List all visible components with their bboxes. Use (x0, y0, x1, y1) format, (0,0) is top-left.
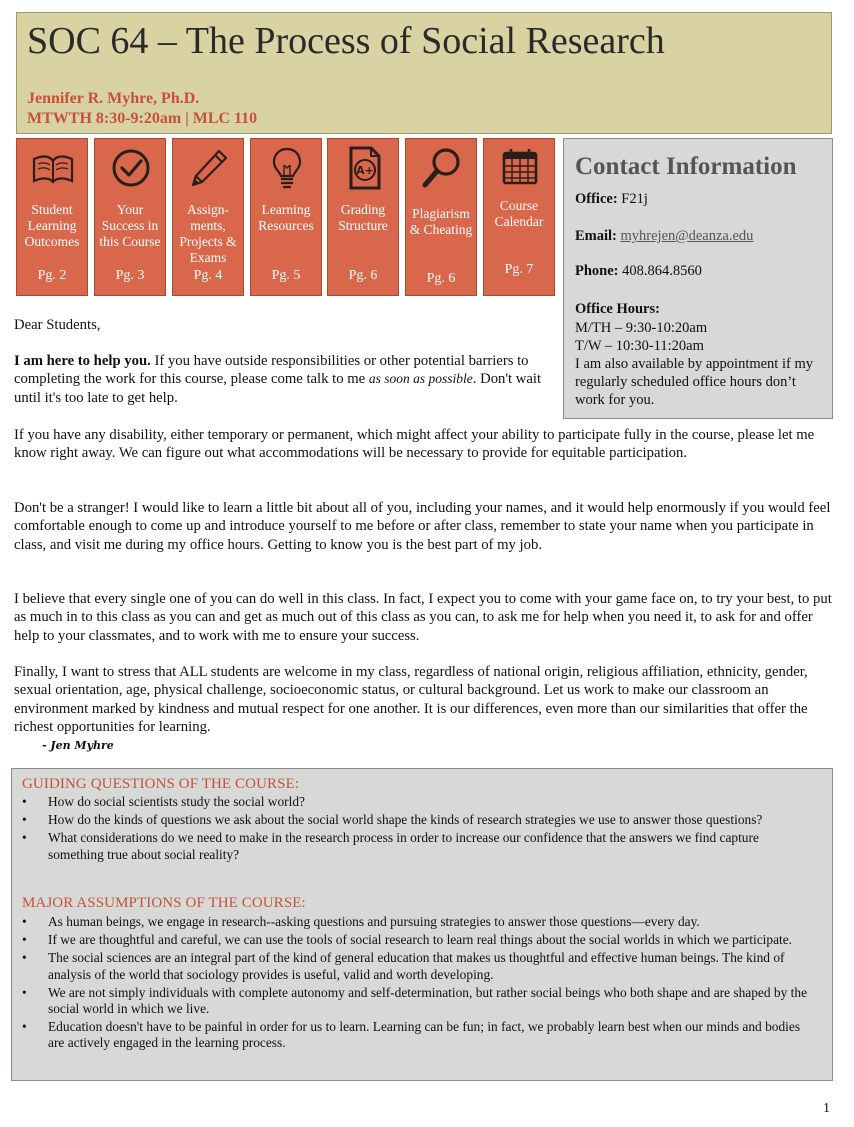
header-banner (16, 12, 832, 134)
contact-title: Contact Information (575, 153, 797, 180)
class-schedule: MTWTH 8:30-9:20am | MLC 110 (27, 110, 258, 127)
nav-tile-course-calendar[interactable]: Course Calendar Pg. 7 (483, 138, 555, 296)
lightbulb-icon (265, 145, 309, 191)
list-item: • How do social scientists study the social world? (12, 794, 812, 810)
tile-page-ref: Pg. 5 (271, 268, 301, 283)
email-link[interactable]: myhrejen@deanza.edu (620, 228, 754, 244)
letter-paragraph-5: Finally, I want to stress that ALL students are welcome in my class, regardless of national origin, religious affiliation, ethnicity, gender, sexual orientation, age, physical challenge, socioeconomic status, or cultural background. Let us work to make our classroom an environment marked by kindness and mutual respect for one another. It is our differences, even more than our similarities that offer the richest opportunities for learning. (14, 664, 808, 736)
list-item: • What considerations do we need to make in the research process in order to increase our confidence that the answers we find capture something true about social reality? (12, 830, 812, 862)
tile-page-ref: Pg. 6 (348, 268, 378, 283)
letter-paragraph-3: Don't be a stranger! I would like to learn a little bit about all of you, including your names, and it would help enormously if you would feel comfortable enough to come up and introduce yourself to me before or after class, remember to state your name when you participate in class, and visit me during my office hours. Getting to know you is the best part of my job. (14, 500, 831, 553)
page-number: 1 (823, 1101, 830, 1116)
office-hours-label: Office Hours: (575, 301, 660, 317)
nav-tile-learning-resources[interactable]: Learning Resources Pg. 5 (250, 138, 322, 296)
tile-page-ref: Pg. 3 (115, 268, 145, 283)
pencil-icon (187, 145, 231, 191)
office-row: Office: F21j (575, 191, 648, 207)
list-item: • As human beings, we engage in research--asking questions and pursuing strategies to answer those questions—every day. (12, 914, 812, 930)
letter-paragraph-2: If you have any disability, either temporary or permanent, which might affect your ability to participate fully in the course, please let me know right away. We can figure out what accommodations will be necessary to provide for equitable participation. (14, 427, 815, 462)
instructor-name: Jennifer R. Myhre, Ph.D. (27, 90, 200, 107)
tile-page-ref: Pg. 2 (37, 268, 67, 283)
guiding-questions-list (12, 794, 812, 865)
tile-page-ref: Pg. 6 (426, 271, 456, 286)
nav-tile-grading-structure[interactable]: A+ Grading Structure Pg. 6 (327, 138, 399, 296)
contact-information-box (563, 138, 833, 419)
list-item: • How do the kinds of questions we ask about the social world shape the kinds of research strategies we use to answer those questions? (12, 812, 812, 828)
tile-page-ref: Pg. 7 (504, 262, 534, 277)
list-item: • Education doesn't have to be painful in order for us to learn. Learning can be fun; in fact, we probably learn best when our minds and bodies are actively engaged in the learning process. (12, 1019, 812, 1051)
greeting: Dear Students, (14, 317, 101, 333)
nav-tile-plagiarism[interactable]: Plagiarism & Cheating Pg. 6 (405, 138, 477, 296)
list-item: • If we are thoughtful and careful, we can use the tools of social research to learn real things about the social worlds in which we participate. (12, 932, 812, 948)
major-assumptions-list (12, 914, 812, 1054)
email-row: Email: myhrejen@deanza.edu (575, 228, 754, 244)
tile-page-ref: Pg. 4 (193, 268, 223, 283)
nav-tile-learning-outcomes[interactable]: Student Learning Outcomes Pg. 2 (16, 138, 88, 296)
list-item: • The social sciences are an integral part of the kind of general education that makes us thoughtful and effective human beings. The kind of analysis of the world that sociology provides is useful, valid and worth developing. (12, 950, 812, 982)
graded-document-icon (342, 145, 386, 191)
svg-text:A+: A+ (356, 164, 374, 177)
letter-paragraph-1: I am here to help you. If you have outside responsibilities or other potential barriers to completing the work for this course, please come talk to me as soon as possible. Don't wait until it's too late to get help. (14, 353, 542, 406)
letter-paragraph-4: I believe that every single one of you can do well in this class. In fact, I expect you to come with your game face on, to try your best, to put as much in to this class as you can and get as much out of this class as you can, to ask me for help when you need it, to ask for and offer help to your classmates, and to work with me to ensure your success. (14, 591, 832, 644)
magnifier-icon (420, 145, 464, 191)
page-title: SOC 64 – The Process of Social Research (27, 20, 665, 62)
nav-tile-assignments[interactable]: Assign- ments, Projects & Exams Pg. 4 (172, 138, 244, 296)
office-hours-text: M/TH – 9:30-10:20am T/W – 10:30-11:20am I am also available by appointment if my regularly scheduled office hours don’t work for you. (575, 320, 813, 408)
signature: - Jen Myhre (42, 739, 114, 752)
calendar-icon (498, 145, 542, 191)
phone-row: Phone: 408.864.8560 (575, 263, 702, 279)
book-icon (31, 145, 75, 191)
nav-tile-your-success[interactable]: Your Success in this Course Pg. 3 (94, 138, 166, 296)
major-assumptions-heading: MAJOR ASSUMPTIONS OF THE COURSE: (22, 895, 306, 911)
course-overview-box (11, 768, 833, 1081)
guiding-questions-heading: GUIDING QUESTIONS OF THE COURSE: (22, 776, 300, 792)
list-item: • We are not simply individuals with complete autonomy and self-determination, but rather social beings who both shape and are shaped by the social world in which we live. (12, 985, 812, 1017)
checkmark-circle-icon (109, 145, 153, 191)
